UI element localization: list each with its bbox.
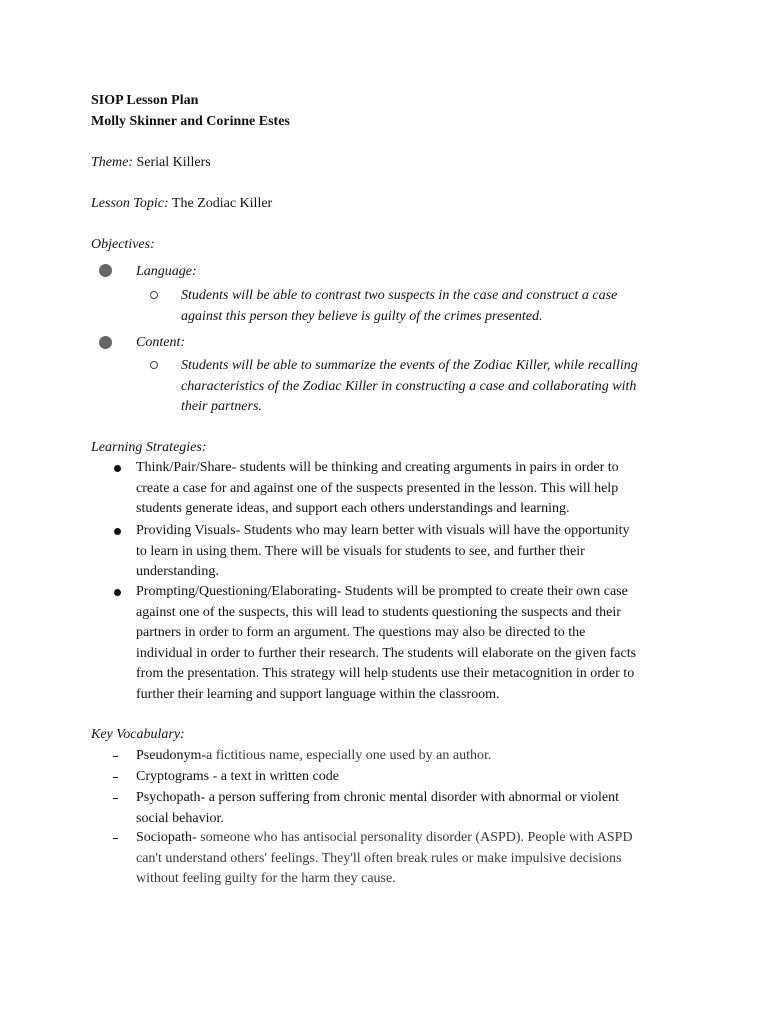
theme-label: Theme:: [91, 155, 133, 170]
vocab-line: social behavior.: [136, 810, 224, 826]
vocab-line: without feeling guilty for the harm they cause.: [136, 871, 396, 887]
strategy-line: partners in order to form an argument. The questions may also be directed to the: [136, 625, 586, 641]
dash-bullet-icon: [113, 756, 118, 757]
theme-line: [91, 153, 211, 174]
objectives-heading: Objectives:: [91, 237, 155, 252]
strategy-prompting-questioning: [136, 582, 636, 706]
strategy-line: against one of the suspects, this will lead to students questioning the suspects and their: [136, 604, 621, 620]
strategy-think-pair-share: [136, 458, 619, 520]
vocab-definition: a person suffering from chronic mental disorder with abnormal or violent: [208, 790, 620, 805]
strategy-line: students generate ideas, and support each others understandings and learning.: [136, 501, 570, 517]
lesson-topic-value: The Zodiac Killer: [171, 196, 273, 211]
strategy-line: individual in order to further their research. The students will elaborate on the given facts: [136, 645, 637, 661]
objective-detail-line: against this person they believe is guilty of the crimes presented.: [181, 308, 543, 324]
dash-bullet-icon: [113, 798, 118, 799]
vocab-item-cryptograms: [136, 767, 339, 788]
vocab-line: [136, 788, 619, 809]
vocab-definition: a text in written code: [220, 769, 339, 784]
vocab-term: Cryptograms -: [136, 769, 218, 784]
vocab-line: can't understand others' feelings. They'll often break rules or make impulsive decisions: [136, 850, 622, 866]
bullet-filled-icon: [99, 264, 112, 277]
strategy-line: Think/Pair/Share- students will be thinking and creating arguments in pairs in order to: [136, 460, 619, 475]
bullet-filled-icon: [99, 336, 112, 349]
vocab-term: Psychopath-: [136, 790, 206, 805]
bullet-hollow-icon: [150, 291, 158, 299]
bullet-dot-icon: [114, 528, 121, 535]
dash-bullet-icon: [113, 838, 118, 839]
vocab-term: Sociopath-: [136, 830, 197, 845]
objective-detail-line: Students will be able to contrast two suspects in the case and construct a case: [181, 288, 618, 303]
strategy-line: further their learning and support language within the classroom.: [136, 686, 500, 702]
document-authors: Molly Skinner and Corinne Estes: [91, 114, 290, 129]
strategy-line: from the presentation. This strategy will help students use their metacognition in order to: [136, 666, 635, 682]
objective-detail-line: characteristics of the Zodiac Killer in constructing a case and collaborating with: [181, 378, 637, 394]
objective-content-label: Content:: [136, 335, 185, 350]
document-title: SIOP Lesson Plan: [91, 93, 199, 108]
objective-language-label: Language:: [136, 264, 197, 279]
strategy-line: Providing Visuals- Students who may learn better with visuals will have the opportunity: [136, 523, 630, 538]
vocab-line: [136, 828, 633, 849]
vocab-term: Pseudonym-: [136, 748, 206, 763]
bullet-dot-icon: [114, 465, 121, 472]
strategy-line: create a case for and against one of the suspects presented in the lesson. This will help: [136, 480, 619, 496]
dash-bullet-icon: [113, 777, 118, 778]
strategy-line: Prompting/Questioning/Elaborating- Students will be prompted to create their own case: [136, 584, 628, 599]
bullet-dot-icon: [114, 589, 121, 596]
strategy-line: understanding.: [136, 564, 219, 580]
learning-strategies-heading: Learning Strategies:: [91, 440, 207, 455]
objective-detail-line: their partners.: [181, 399, 262, 415]
key-vocabulary-heading: Key Vocabulary:: [91, 727, 185, 742]
objective-language-detail: [181, 286, 617, 327]
objective-content-detail: [181, 356, 638, 418]
strategy-providing-visuals: [136, 521, 630, 583]
lesson-topic-label: Lesson Topic:: [91, 196, 169, 211]
theme-value: Serial Killers: [136, 155, 211, 170]
vocab-line: [136, 767, 339, 788]
vocab-item-pseudonym: [136, 746, 491, 767]
bullet-hollow-icon: [150, 361, 158, 369]
strategy-line: to learn in using them. There will be visuals for students to see, and further their: [136, 543, 585, 559]
vocab-definition: a fictitious name, especially one used by an author.: [206, 748, 492, 763]
vocab-line: [136, 746, 491, 767]
lesson-topic-line: [91, 194, 272, 215]
vocab-definition: someone who has antisocial personality disorder (ASPD). People with ASPD: [200, 830, 633, 845]
vocab-item-psychopath: [136, 788, 619, 829]
vocab-item-sociopath: [136, 828, 633, 890]
objective-detail-line: Students will be able to summarize the events of the Zodiac Killer, while recalling: [181, 358, 638, 373]
